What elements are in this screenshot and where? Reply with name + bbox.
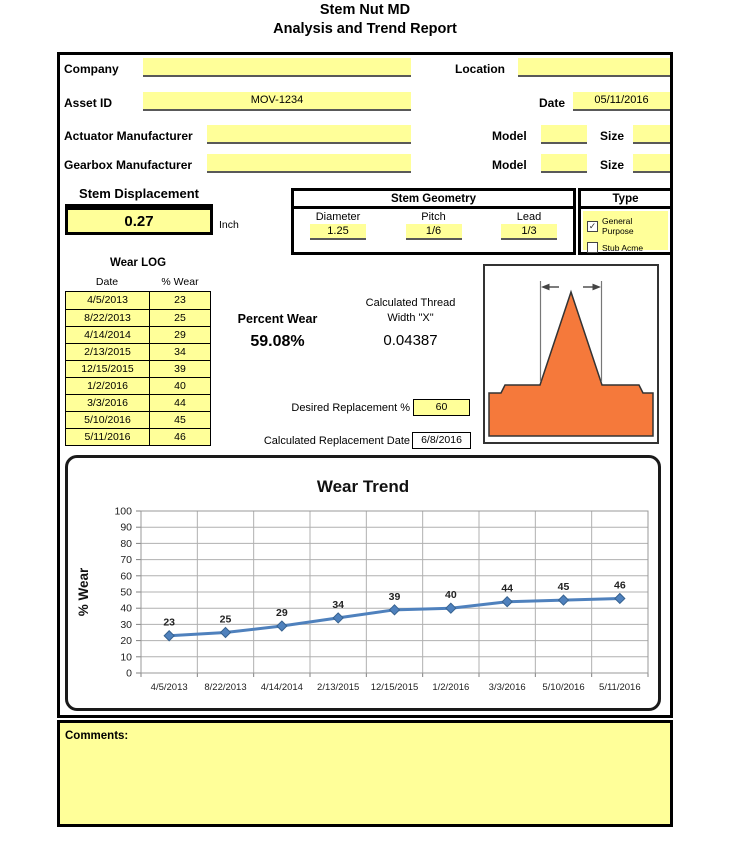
table-row <box>66 394 210 411</box>
wear-log-table <box>65 291 211 446</box>
wear-value-cell[interactable]: 39 <box>149 360 210 377</box>
arrowhead-left-icon <box>541 284 550 291</box>
wear-value-cell[interactable]: 25 <box>149 309 210 326</box>
wear-date-cell[interactable]: 5/11/2016 <box>66 428 149 445</box>
svg-text:0: 0 <box>126 667 132 680</box>
gearbox-size-label: Size <box>600 158 625 172</box>
svg-text:5/10/2016: 5/10/2016 <box>542 682 585 693</box>
table-row <box>66 360 210 377</box>
svg-text:90: 90 <box>120 521 132 534</box>
wear-value-cell[interactable]: 44 <box>149 394 210 411</box>
wear-value-cell[interactable]: 23 <box>149 292 210 309</box>
svg-text:2/13/2015: 2/13/2015 <box>317 682 360 693</box>
type-option-general-purpose[interactable] <box>587 216 664 236</box>
wear-value-cell[interactable]: 45 <box>149 411 210 428</box>
svg-text:40: 40 <box>120 602 132 615</box>
comments-area[interactable] <box>57 720 673 827</box>
type-options <box>583 211 668 253</box>
table-row <box>66 343 210 360</box>
wear-date-cell[interactable]: 4/5/2013 <box>66 292 149 309</box>
type-box <box>578 188 673 255</box>
svg-text:12/15/2015: 12/15/2015 <box>370 682 419 693</box>
svg-text:70: 70 <box>120 554 132 567</box>
asset-id-label: Asset ID <box>64 96 113 110</box>
gearbox-manufacturer-input[interactable] <box>207 154 411 173</box>
svg-text:% Wear: % Wear <box>76 567 91 617</box>
svg-text:4/5/2013: 4/5/2013 <box>150 682 188 693</box>
title-line2: Analysis and Trend Report <box>273 21 457 37</box>
wear-date-cell[interactable]: 2/13/2015 <box>66 343 149 360</box>
svg-text:20: 20 <box>120 635 132 648</box>
percent-wear-value: 59.08% <box>250 333 305 350</box>
arrowhead-right-icon <box>593 284 602 291</box>
gearbox-manufacturer-label: Gearbox Manufacturer <box>64 158 193 172</box>
stem-displacement-label: Stem Displacement <box>65 186 213 207</box>
date-input[interactable]: 05/11/2016 <box>573 92 670 111</box>
thread-width-label <box>348 296 473 326</box>
wear-value-cell[interactable]: 46 <box>149 428 210 445</box>
wear-date-cell[interactable]: 12/15/2015 <box>66 360 149 377</box>
wear-value-cell[interactable]: 29 <box>149 326 210 343</box>
wear-date-cell[interactable]: 8/22/2013 <box>66 309 149 326</box>
company-label: Company <box>64 62 119 76</box>
lead-input[interactable]: 1/3 <box>501 224 557 240</box>
page-title <box>0 1 730 39</box>
svg-text:1/2/2016: 1/2/2016 <box>432 682 470 693</box>
comments-label: Comments: <box>65 730 129 742</box>
replacement-date-label: Calculated Replacement Date <box>263 435 410 447</box>
stub-acme-label: Stub Acme <box>602 242 644 253</box>
actuator-manufacturer-label: Actuator Manufacturer <box>64 129 193 143</box>
gearbox-size-input[interactable] <box>633 154 670 173</box>
diameter-input[interactable]: 1.25 <box>310 224 366 240</box>
desired-replacement-input[interactable]: 60 <box>413 399 470 416</box>
percent-wear-label: Percent Wear <box>237 312 318 326</box>
svg-text:23: 23 <box>163 616 176 629</box>
thread-width-label-line2: Width "X" <box>387 312 434 324</box>
stem-displacement-unit: Inch <box>219 219 239 231</box>
wear-date-cell[interactable]: 1/2/2016 <box>66 377 149 394</box>
actuator-size-input[interactable] <box>633 125 670 144</box>
table-row <box>66 326 210 343</box>
svg-text:Wear Trend: Wear Trend <box>316 477 410 496</box>
stem-geometry-title: Stem Geometry <box>294 191 573 209</box>
desired-replacement-label: Desired Replacement % <box>291 402 410 414</box>
location-label: Location <box>455 62 505 76</box>
asset-id-input[interactable]: MOV-1234 <box>143 92 411 111</box>
wear-trend-chart-box <box>65 455 661 711</box>
svg-text:46: 46 <box>613 579 626 592</box>
type-option-stub-acme[interactable] <box>587 242 664 253</box>
svg-text:100: 100 <box>114 505 132 518</box>
diameter-label: Diameter <box>315 211 361 223</box>
report-form <box>57 52 673 718</box>
gearbox-model-input[interactable] <box>541 154 587 173</box>
stem-geometry-box <box>291 188 576 255</box>
pitch-label: Pitch <box>421 211 446 223</box>
wear-log-title: Wear LOG <box>109 257 167 269</box>
actuator-model-input[interactable] <box>541 125 587 144</box>
svg-text:80: 80 <box>120 537 132 550</box>
svg-text:25: 25 <box>219 613 232 626</box>
table-row <box>66 309 210 326</box>
wear-trend-chart <box>68 458 658 708</box>
actuator-size-label: Size <box>600 129 625 143</box>
svg-text:4/14/2014: 4/14/2014 <box>260 682 303 693</box>
general-purpose-checkbox[interactable]: ✓ <box>588 220 597 231</box>
type-title: Type <box>581 191 670 209</box>
svg-text:40: 40 <box>444 589 457 602</box>
svg-text:45: 45 <box>557 581 570 594</box>
wear-log-headers <box>65 276 211 288</box>
thread-width-label-line1: Calculated Thread <box>365 297 456 309</box>
stem-displacement-input[interactable]: 0.27 <box>65 207 213 235</box>
thread-profile-svg <box>485 266 657 442</box>
svg-text:50: 50 <box>120 586 132 599</box>
gearbox-model-label: Model <box>492 158 527 172</box>
svg-text:10: 10 <box>120 651 132 664</box>
wear-date-cell[interactable]: 5/10/2016 <box>66 411 149 428</box>
thread-profile-shape <box>489 292 653 436</box>
svg-text:29: 29 <box>275 607 288 620</box>
lead-label: Lead <box>516 211 542 223</box>
thread-width-value: 0.04387 <box>383 332 438 349</box>
svg-text:5/11/2016: 5/11/2016 <box>599 682 641 693</box>
title-line1: Stem Nut MD <box>319 2 411 18</box>
table-row <box>66 377 210 394</box>
svg-text:39: 39 <box>388 590 401 603</box>
svg-text:44: 44 <box>501 582 514 595</box>
svg-text:60: 60 <box>120 570 132 583</box>
location-input[interactable] <box>518 58 670 77</box>
table-row <box>66 411 210 428</box>
wear-log-col-date: Date <box>95 276 119 288</box>
wear-value-cell[interactable]: 34 <box>149 343 210 360</box>
wear-log-col-wear: % Wear <box>161 276 199 288</box>
replacement-date-value: 6/8/2016 <box>412 432 471 449</box>
svg-text:3/3/2016: 3/3/2016 <box>488 682 526 693</box>
stub-acme-checkbox[interactable] <box>587 242 598 253</box>
svg-text:8/22/2013: 8/22/2013 <box>204 682 247 693</box>
pitch-input[interactable]: 1/6 <box>406 224 462 240</box>
thread-profile-diagram <box>483 264 659 444</box>
svg-text:34: 34 <box>332 598 345 611</box>
wear-date-cell[interactable]: 3/3/2016 <box>66 394 149 411</box>
actuator-manufacturer-input[interactable] <box>207 125 411 144</box>
svg-text:30: 30 <box>120 618 132 631</box>
company-input[interactable] <box>143 58 411 77</box>
wear-date-cell[interactable]: 4/14/2014 <box>66 326 149 343</box>
actuator-model-label: Model <box>492 129 527 143</box>
date-label: Date <box>539 96 566 110</box>
general-purpose-label: General Purpose <box>602 216 634 236</box>
wear-value-cell[interactable]: 40 <box>149 377 210 394</box>
table-row <box>66 292 210 309</box>
table-row <box>66 428 210 445</box>
